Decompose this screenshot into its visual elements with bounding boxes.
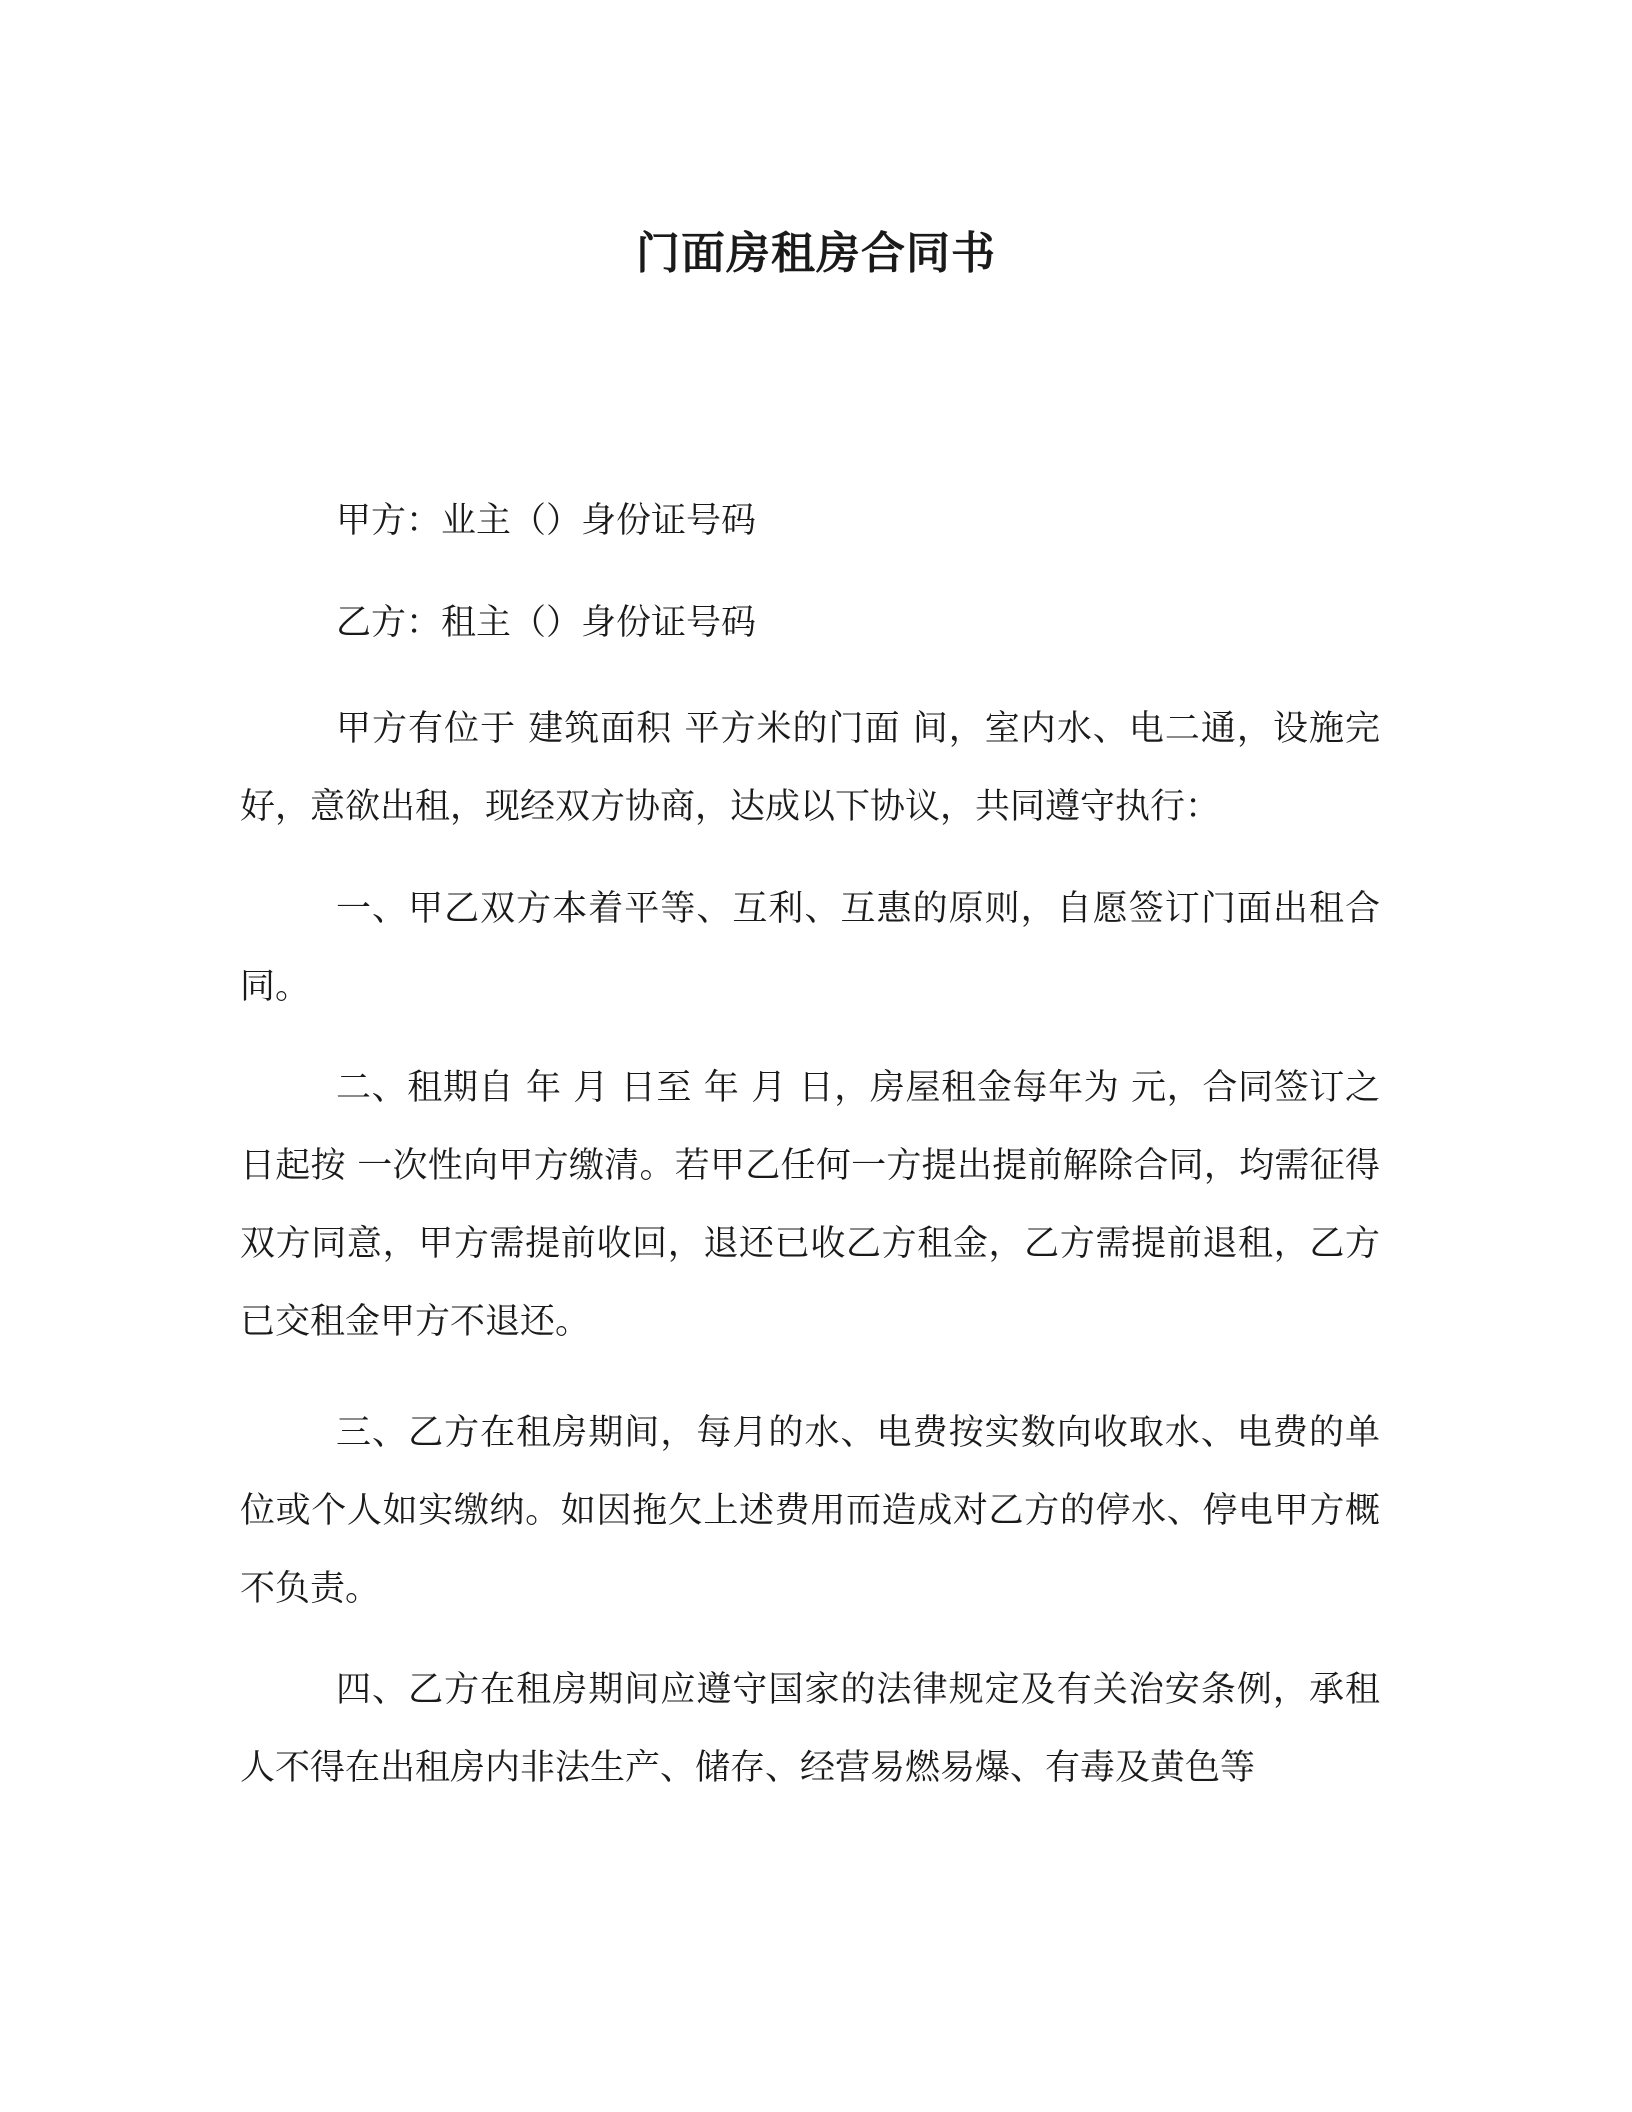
paragraph-clause-4: 四、乙方在租房期间应遵守国家的法律规定及有关治安条例，承租人不得在出租房内非法生产、储存、经营易燃易爆、有毒及黄色等 [240,1670,1380,1788]
paragraph-clause-1: 一、甲乙双方本着平等、互利、互惠的原则，自愿签订门面出租合同。 [240,889,1380,1007]
paragraph-clause-2: 二、租期自 年 月 日至 年 月 日，房屋租金每年为 元，合同签订之日起按 一次性向甲方缴清。若甲乙任何一方提出提前解除合同，均需征得双方同意，甲方需提前收回，退还已收乙方租金，乙方需提前退租，乙方已交租金甲方不退还。 [240,1068,1380,1342]
party-a-line: 甲方：业主（）身份证号码 [336,501,757,541]
document-title: 门面房租房合同书 [636,228,996,279]
party-b-line: 乙方：租主（）身份证号码 [336,603,757,643]
paragraph-clause-3: 三、乙方在租房期间，每月的水、电费按实数向收取水、电费的单位或个人如实缴纳。如因拖欠上述费用而造成对乙方的停水、停电甲方概不负责。 [240,1413,1380,1609]
paragraph-intro: 甲方有位于 建筑面积 平方米的门面 间，室内水、电二通，设施完好，意欲出租，现经双方协商，达成以下协议，共同遵守执行： [240,709,1380,827]
